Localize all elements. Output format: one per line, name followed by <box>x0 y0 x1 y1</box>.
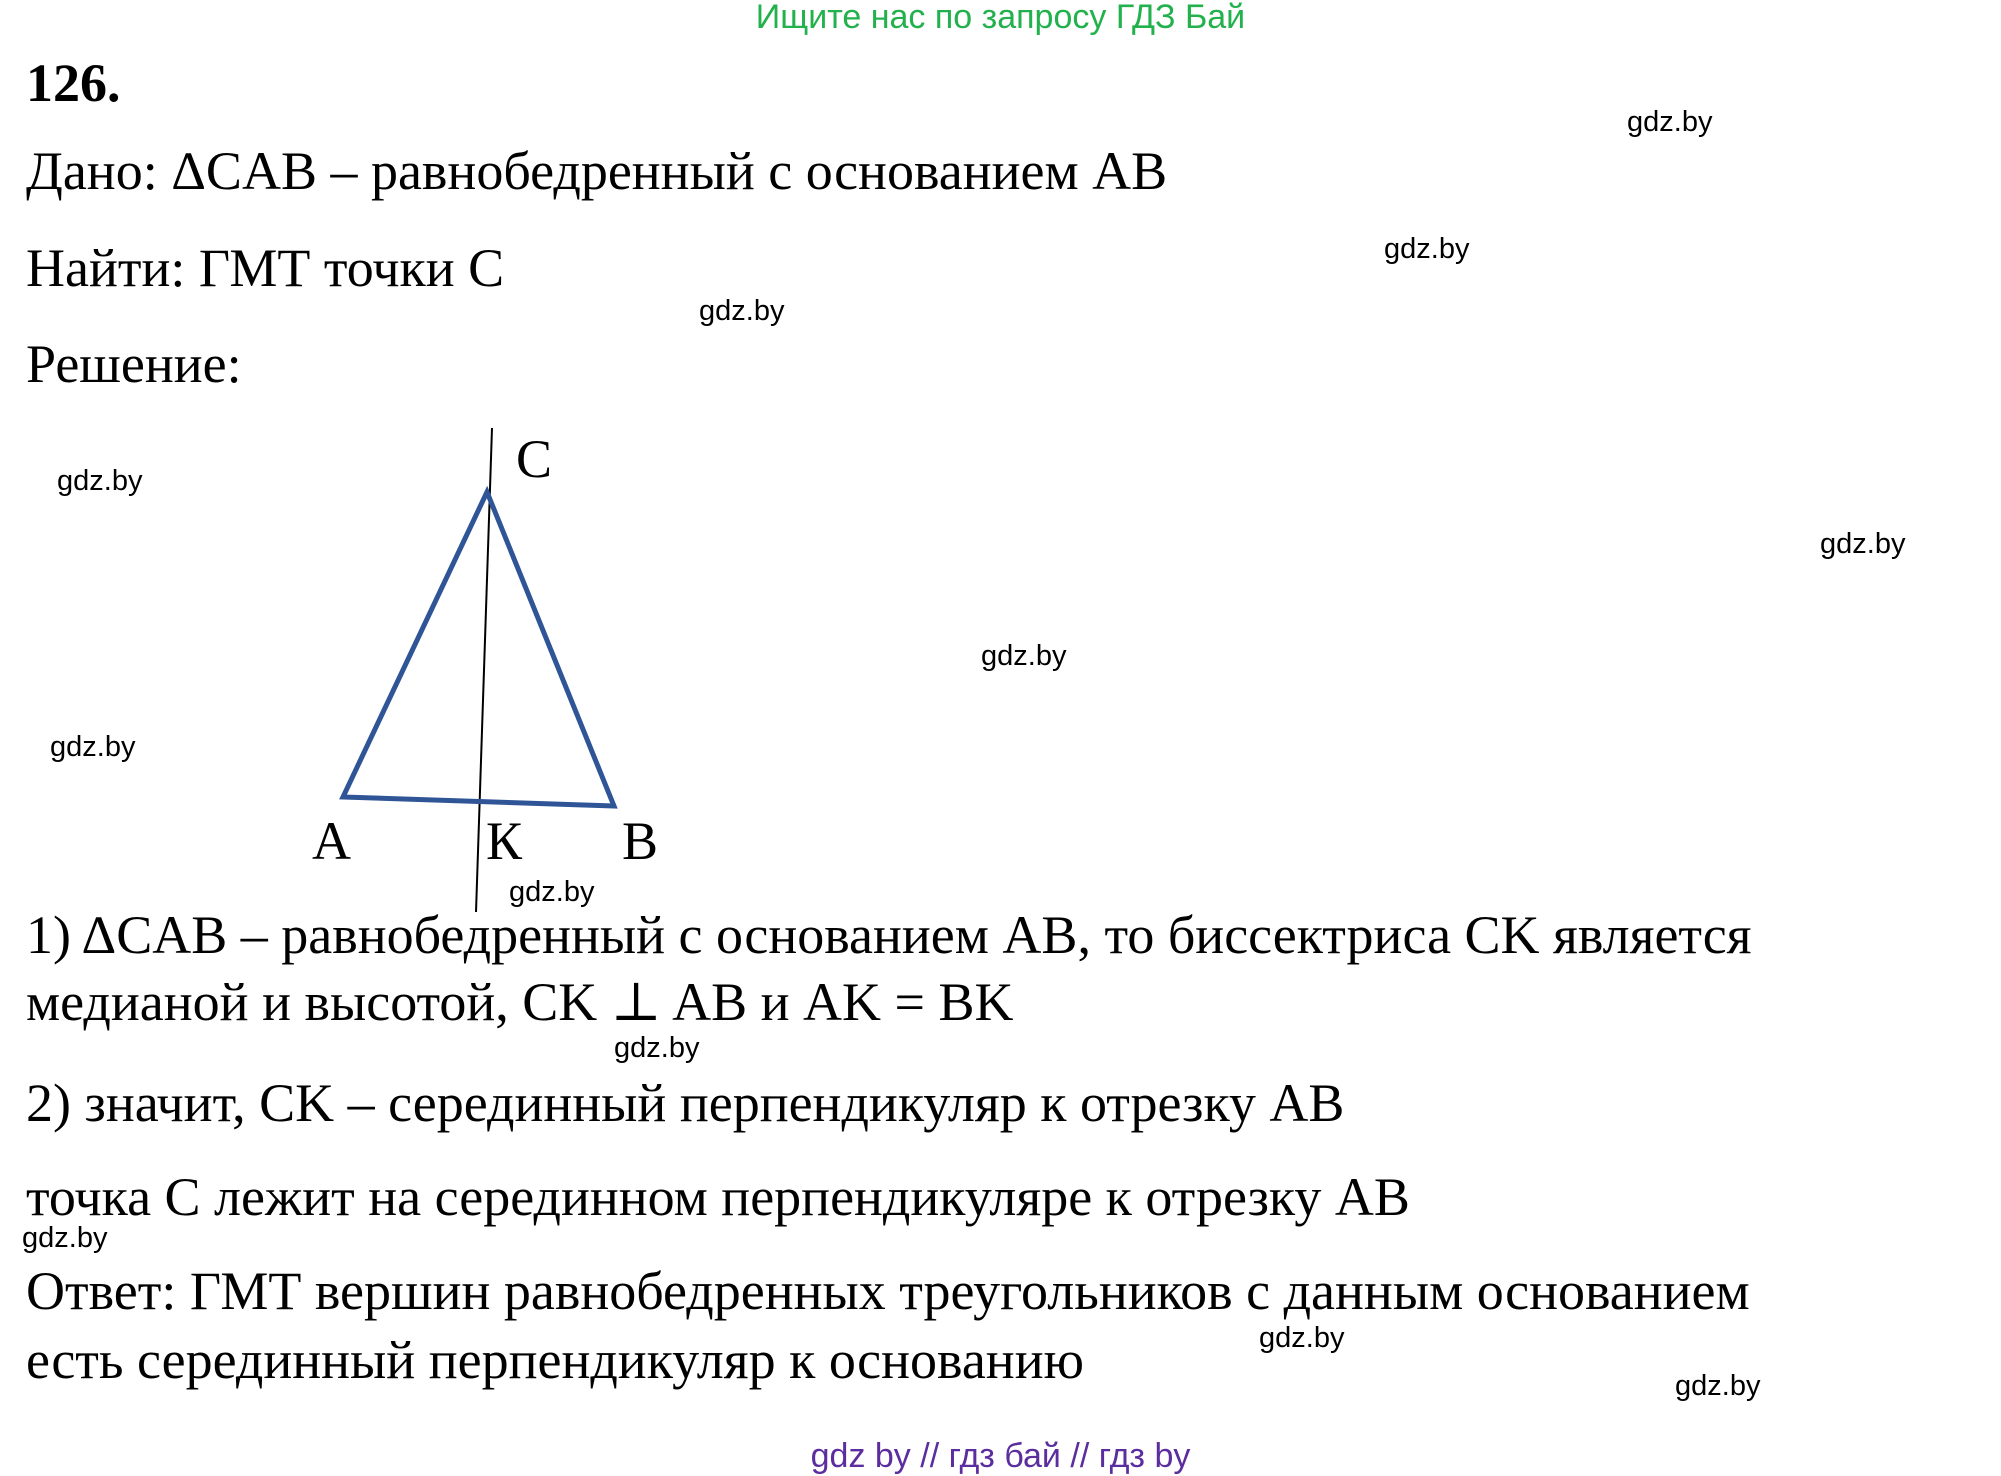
watermark: gdz.by <box>509 876 595 908</box>
top-banner: Ищите нас по запросу ГДЗ Бай <box>755 0 1246 36</box>
watermark: gdz.by <box>22 1222 108 1254</box>
problem-number: 126. <box>26 53 121 113</box>
watermark: gdz.by <box>50 731 136 763</box>
watermark: gdz.by <box>699 295 785 327</box>
footer-links: gdz by // гдз бай // гдз by <box>810 1437 1191 1475</box>
find-line: Найти: ГМТ точки С <box>26 238 505 298</box>
watermark: gdz.by <box>57 465 143 497</box>
step-2-line: 2) значит, CK – серединный перпендикуляр к отрезку AB <box>26 1073 1345 1133</box>
answer-line-2: есть серединный перпендикуляр к основанию <box>26 1330 1084 1390</box>
watermark: gdz.by <box>1627 106 1713 138</box>
conclusion-line: точка С лежит на серединном перпендикуляре к отрезку AB <box>26 1167 1410 1227</box>
triangle-cab <box>343 492 614 806</box>
watermark: gdz.by <box>1675 1370 1761 1402</box>
solution-label: Решение: <box>26 334 242 394</box>
watermark: gdz.by <box>1259 1322 1345 1354</box>
given-line: Дано: ΔCAB – равнобедренный с основанием AB <box>26 141 1168 201</box>
watermark: gdz.by <box>614 1032 700 1064</box>
step-1-line-1: 1) ΔCAB – равнобедренный с основанием AB, то биссектриса CK является <box>26 905 1752 965</box>
point-label-b: B <box>622 811 659 871</box>
watermark: gdz.by <box>981 640 1067 672</box>
watermark: gdz.by <box>1384 233 1470 265</box>
point-label-c: C <box>516 429 553 489</box>
point-label-a: A <box>312 811 351 871</box>
step-1-line-2: медианой и высотой, CK ⊥ AB и AK = BK <box>26 972 1014 1032</box>
point-label-k: К <box>486 811 523 871</box>
watermark: gdz.by <box>1820 528 1906 560</box>
answer-line-1: Ответ: ГМТ вершин равнобедренных треугольников с данным основанием <box>26 1261 1750 1321</box>
